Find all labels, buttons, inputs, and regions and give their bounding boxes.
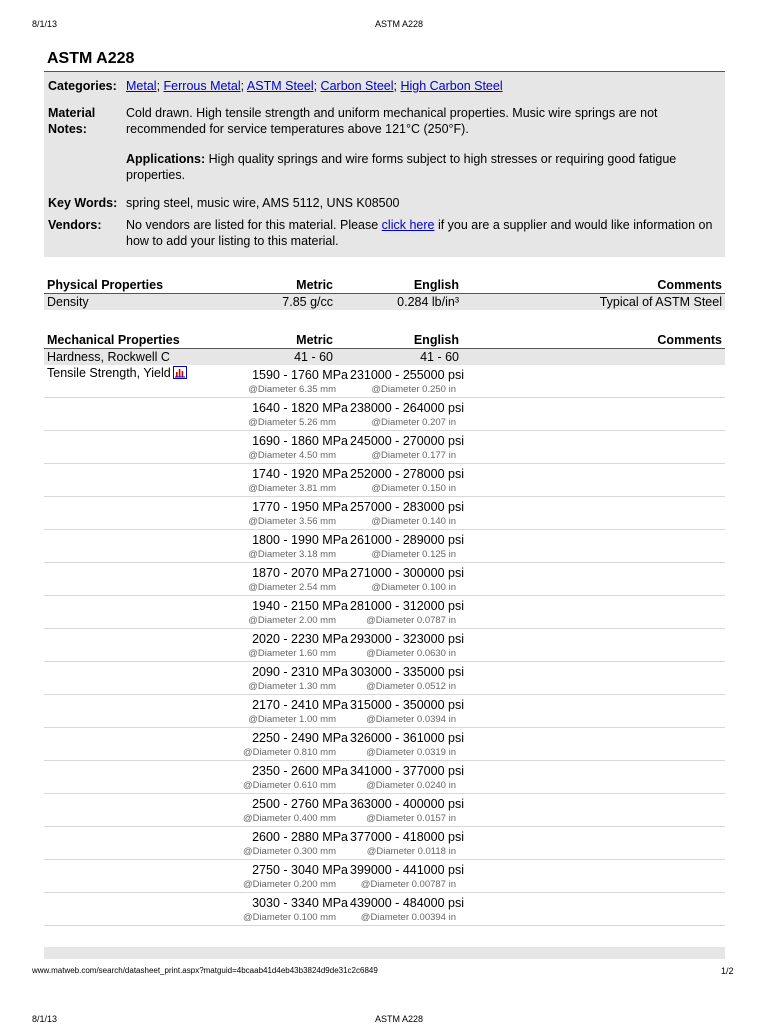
english-condition: @Diameter 0.0512 in <box>366 680 456 692</box>
metric-condition: @Diameter 1.30 mm <box>248 680 336 692</box>
comment <box>462 349 725 366</box>
categories-label: Categories: <box>48 79 117 93</box>
english-value: 231000 - 255000 psi <box>350 367 464 382</box>
table-row <box>44 596 725 629</box>
tensile-value-cell <box>230 860 725 893</box>
column-header: Mechanical Properties <box>44 329 230 349</box>
condition-line <box>230 779 725 792</box>
metric-value: 7.85 g/cc <box>230 294 336 311</box>
english-value: 326000 - 361000 psi <box>350 730 464 745</box>
condition-line <box>230 581 725 594</box>
table-row <box>44 294 725 311</box>
tensile-value-cell <box>230 695 725 728</box>
table-row <box>44 497 725 530</box>
condition-line <box>230 614 725 627</box>
empty-cell <box>44 596 230 629</box>
empty-cell <box>44 860 230 893</box>
categories-list: Metal; Ferrous Metal; ASTM Steel; Carbon Steel; High Carbon Steel <box>126 79 503 93</box>
tensile-value-line <box>230 367 725 383</box>
english-condition: @Diameter 0.0240 in <box>366 779 456 791</box>
tensile-value-cell <box>230 365 725 398</box>
tensile-value-line <box>230 532 725 548</box>
table-bottom-bar <box>44 947 725 959</box>
tensile-value-line <box>230 697 725 713</box>
english-condition: @Diameter 0.00394 in <box>360 911 456 923</box>
empty-cell <box>44 530 230 563</box>
english-condition: @Diameter 0.0319 in <box>366 746 456 758</box>
page-header-title: ASTM A228 <box>375 1014 424 1024</box>
table-row <box>44 827 725 860</box>
condition-line <box>230 482 725 495</box>
table-row <box>44 761 725 794</box>
metric-value: 2020 - 2230 MPa <box>252 631 348 646</box>
material-notes-label: Material Notes: <box>48 106 96 136</box>
column-header: Comments <box>462 274 725 294</box>
metric-value: 2600 - 2880 MPa <box>252 829 348 844</box>
metric-value: 2170 - 2410 MPa <box>252 697 348 712</box>
tensile-value-line <box>230 895 725 911</box>
tensile-value-line <box>230 730 725 746</box>
table-row <box>44 530 725 563</box>
table-row <box>44 398 725 431</box>
metric-value: 41 - 60 <box>230 349 336 366</box>
metric-value: 1870 - 2070 MPa <box>252 565 348 580</box>
condition-line <box>230 812 725 825</box>
english-value: 341000 - 377000 psi <box>350 763 464 778</box>
tensile-value-cell <box>230 893 725 926</box>
metric-value: 1640 - 1820 MPa <box>252 400 348 415</box>
column-header: Metric <box>230 329 336 349</box>
key-words-text: spring steel, music wire, AMS 5112, UNS K08500 <box>126 196 400 210</box>
vendors-label: Vendors: <box>48 218 102 232</box>
vendors-text: No vendors are listed for this material. Please click here if you are a supplier and would like information on how to add your listing to this material. <box>126 218 713 248</box>
metric-value: 1590 - 1760 MPa <box>252 367 348 382</box>
metric-condition: @Diameter 0.810 mm <box>242 746 336 758</box>
column-header: English <box>336 329 462 349</box>
condition-line <box>230 548 725 561</box>
column-header: Comments <box>462 329 725 349</box>
property-name <box>44 365 230 398</box>
metric-value: 1690 - 1860 MPa <box>252 433 348 448</box>
condition-line <box>230 911 725 924</box>
metric-value: 2090 - 2310 MPa <box>252 664 348 679</box>
category-link[interactable]: ASTM Steel <box>246 79 314 93</box>
metric-value: 2500 - 2760 MPa <box>252 796 348 811</box>
bar-chart-icon[interactable] <box>173 366 187 379</box>
column-header: Metric <box>230 274 336 294</box>
metric-condition: @Diameter 3.56 mm <box>248 515 336 527</box>
english-condition: @Diameter 0.250 in <box>371 383 456 395</box>
english-value: 0.284 lb/in³ <box>336 294 462 311</box>
condition-line <box>230 647 725 660</box>
english-value: 252000 - 278000 psi <box>350 466 464 481</box>
empty-cell <box>44 398 230 431</box>
table-header-row <box>44 274 725 294</box>
tensile-value-cell <box>230 629 725 662</box>
category-link[interactable]: Ferrous Metal <box>163 79 241 93</box>
metric-condition: @Diameter 6.35 mm <box>248 383 336 395</box>
material-notes-row <box>48 105 721 183</box>
metric-condition: @Diameter 0.200 mm <box>242 878 336 890</box>
english-value: 315000 - 350000 psi <box>350 697 464 712</box>
english-value: 439000 - 484000 psi <box>350 895 464 910</box>
page-header-title: ASTM A228 <box>375 19 424 29</box>
condition-line <box>230 845 725 858</box>
metric-value: 1740 - 1920 MPa <box>252 466 348 481</box>
english-condition: @Diameter 0.150 in <box>371 482 456 494</box>
empty-cell <box>44 794 230 827</box>
material-info-panel <box>44 72 725 257</box>
table-row <box>44 563 725 596</box>
metric-condition: @Diameter 0.300 mm <box>242 845 336 857</box>
table-row <box>44 431 725 464</box>
tensile-value-line <box>230 631 725 647</box>
condition-line <box>230 515 725 528</box>
table-row <box>44 794 725 827</box>
metric-condition: @Diameter 3.18 mm <box>248 548 336 560</box>
property-name: Density <box>44 294 230 311</box>
click-here-link[interactable]: click here <box>381 218 435 232</box>
english-value: 261000 - 289000 psi <box>350 532 464 547</box>
empty-cell <box>44 827 230 860</box>
table-row <box>44 728 725 761</box>
metric-condition: @Diameter 3.81 mm <box>248 482 336 494</box>
metric-value: 1800 - 1990 MPa <box>252 532 348 547</box>
metric-value: 1770 - 1950 MPa <box>252 499 348 514</box>
metric-condition: @Diameter 0.610 mm <box>242 779 336 791</box>
tensile-strength-label: Tensile Strength, Yield <box>47 366 171 380</box>
english-value: 257000 - 283000 psi <box>350 499 464 514</box>
tensile-value-cell <box>230 431 725 464</box>
english-value: 238000 - 264000 psi <box>350 400 464 415</box>
tensile-value-cell <box>230 497 725 530</box>
metric-value: 2350 - 2600 MPa <box>252 763 348 778</box>
property-name: Hardness, Rockwell C <box>44 349 230 366</box>
column-header: Physical Properties <box>44 274 230 294</box>
tensile-value-cell <box>230 728 725 761</box>
tensile-value-cell <box>230 464 725 497</box>
tensile-value-line <box>230 400 725 416</box>
english-condition: @Diameter 0.0630 in <box>366 647 456 659</box>
tensile-value-cell <box>230 794 725 827</box>
condition-line <box>230 746 725 759</box>
datasheet <box>44 44 725 926</box>
footer-page-number: 1/2 <box>721 966 734 976</box>
tensile-value-line <box>230 598 725 614</box>
vendors-row <box>48 217 721 249</box>
condition-line <box>230 680 725 693</box>
empty-cell <box>44 662 230 695</box>
table-header-row <box>44 329 725 349</box>
tensile-value-line <box>230 565 725 581</box>
english-condition: @Diameter 0.0394 in <box>366 713 456 725</box>
column-header: English <box>336 274 462 294</box>
english-value: 271000 - 300000 psi <box>350 565 464 580</box>
page-header-date: 8/1/13 <box>32 1014 58 1024</box>
metric-value: 2250 - 2490 MPa <box>252 730 348 745</box>
english-value: 399000 - 441000 psi <box>350 862 464 877</box>
physical-properties-table <box>44 274 725 310</box>
table-row <box>44 662 725 695</box>
condition-line <box>230 449 725 462</box>
tensile-value-line <box>230 433 725 449</box>
english-value: 363000 - 400000 psi <box>350 796 464 811</box>
empty-cell <box>44 629 230 662</box>
page-header-date: 8/1/13 <box>32 19 58 29</box>
tensile-value-line <box>230 466 725 482</box>
tensile-value-cell <box>230 398 725 431</box>
metric-condition: @Diameter 0.400 mm <box>242 812 336 824</box>
english-condition: @Diameter 0.177 in <box>371 449 456 461</box>
metric-condition: @Diameter 2.54 mm <box>248 581 336 593</box>
empty-cell <box>44 497 230 530</box>
english-value: 293000 - 323000 psi <box>350 631 464 646</box>
english-value: 245000 - 270000 psi <box>350 433 464 448</box>
key-words-label: Key Words: <box>48 196 118 210</box>
condition-line <box>230 383 725 396</box>
tensile-value-cell <box>230 596 725 629</box>
comment: Typical of ASTM Steel <box>462 294 725 311</box>
condition-line <box>230 416 725 429</box>
tensile-value-line <box>230 664 725 680</box>
mechanical-properties-table <box>44 329 725 926</box>
empty-cell <box>44 728 230 761</box>
tensile-value-cell <box>230 530 725 563</box>
metric-value: 3030 - 3340 MPa <box>252 895 348 910</box>
metric-value: 1940 - 2150 MPa <box>252 598 348 613</box>
empty-cell <box>44 695 230 728</box>
table-row <box>44 629 725 662</box>
english-condition: @Diameter 0.100 in <box>371 581 456 593</box>
metric-condition: @Diameter 5.26 mm <box>248 416 336 428</box>
material-notes-text: Cold drawn. High tensile strength and uniform mechanical properties. Music wire springs are not recommended for service temperatures above 121°C (250°F). Applications: High quality springs and wire forms subject to high stresses or requiring good fatigue properties. <box>126 105 721 183</box>
metric-condition: @Diameter 2.00 mm <box>248 614 336 626</box>
english-condition: @Diameter 0.00787 in <box>360 878 456 890</box>
tensile-value-cell <box>230 827 725 860</box>
metric-condition: @Diameter 1.60 mm <box>248 647 336 659</box>
empty-cell <box>44 563 230 596</box>
table-row <box>44 695 725 728</box>
english-value: 377000 - 418000 psi <box>350 829 464 844</box>
tensile-value-cell <box>230 761 725 794</box>
empty-cell <box>44 464 230 497</box>
table-row <box>44 365 725 398</box>
footer-url: www.matweb.com/search/datasheet_print.aspx?matguid=4bcaab41d4eb43b3824d9de31c2c6849 <box>32 966 378 975</box>
table-row <box>44 893 725 926</box>
tensile-value-cell <box>230 662 725 695</box>
metric-condition: @Diameter 4.50 mm <box>248 449 336 461</box>
metric-condition: @Diameter 0.100 mm <box>242 911 336 923</box>
key-words-row <box>48 195 721 211</box>
metric-value: 2750 - 3040 MPa <box>252 862 348 877</box>
categories-row <box>48 78 721 94</box>
table-row <box>44 860 725 893</box>
tensile-value-line <box>230 796 725 812</box>
condition-line <box>230 878 725 891</box>
page-title: ASTM A228 <box>44 44 725 72</box>
english-condition: @Diameter 0.0787 in <box>366 614 456 626</box>
metric-condition: @Diameter 1.00 mm <box>248 713 336 725</box>
empty-cell <box>44 761 230 794</box>
english-value: 303000 - 335000 psi <box>350 664 464 679</box>
applications-text: Applications: High quality springs and wire forms subject to high stresses or requiring good fatigue properties. <box>126 152 677 182</box>
empty-cell <box>44 893 230 926</box>
tensile-value-line <box>230 499 725 515</box>
tensile-value-line <box>230 862 725 878</box>
table-row <box>44 464 725 497</box>
category-link[interactable]: Metal <box>126 79 157 93</box>
tensile-value-line <box>230 763 725 779</box>
tensile-value-cell <box>230 563 725 596</box>
category-link[interactable]: High Carbon Steel <box>400 79 503 93</box>
english-condition: @Diameter 0.207 in <box>371 416 456 428</box>
english-condition: @Diameter 0.140 in <box>371 515 456 527</box>
english-value: 41 - 60 <box>336 349 462 366</box>
english-value: 281000 - 312000 psi <box>350 598 464 613</box>
condition-line <box>230 713 725 726</box>
english-condition: @Diameter 0.0157 in <box>366 812 456 824</box>
empty-cell <box>44 431 230 464</box>
category-link[interactable]: Carbon Steel <box>320 79 394 93</box>
tensile-strength-rows <box>44 365 725 926</box>
tensile-value-line <box>230 829 725 845</box>
english-condition: @Diameter 0.125 in <box>371 548 456 560</box>
table-row <box>44 349 725 366</box>
english-condition: @Diameter 0.0118 in <box>366 845 456 857</box>
